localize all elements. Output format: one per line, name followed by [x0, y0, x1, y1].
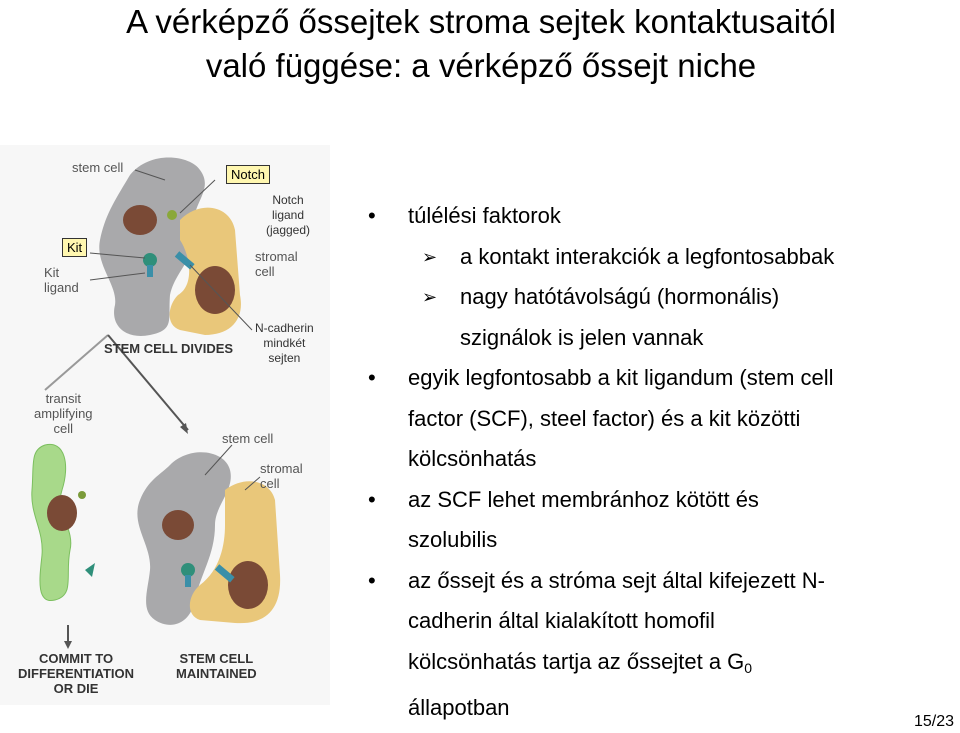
title-line-1: A vérképző őssejtek stroma sejtek kontaktusaitól [126, 3, 836, 40]
bullet-list [370, 196, 930, 729]
bullet-2-cont-2: kölcsönhatás [408, 446, 537, 471]
bullet-2-cont-1: factor (SCF), steel factor) és a kit közötti [408, 405, 801, 431]
transit-nucleus [47, 495, 77, 531]
label-maintained: STEM CELL MAINTAINED [176, 651, 257, 681]
label-notch-ligand: Notch ligand (jagged) [266, 193, 311, 237]
title-line-2: való függése: a vérképző őssejt niche [205, 47, 757, 84]
bullet-2: • egyik legfontosabb a kit ligandum (stem cell [370, 358, 930, 399]
label-stem-cell-bottom: stem cell [222, 431, 274, 446]
label-kit: Kit [62, 238, 87, 257]
g0-subscript: 0 [744, 659, 753, 676]
bullet-4-cont-3: állapotban [408, 695, 510, 720]
bullet-4: • az őssejt és a stróma sejt által kifejezett N- [370, 561, 930, 602]
bullet-4-cont-2 [370, 642, 930, 689]
notch-top [167, 210, 177, 220]
bullet-1: • túlélési faktorok [370, 196, 930, 237]
label-commit: COMMIT TO DIFFERENTIATION OR DIE [18, 651, 135, 696]
stem-nucleus-top [123, 205, 157, 235]
label-stromal-cell-top: stromal cell [255, 249, 298, 279]
bullet-3: • az SCF lehet membránhoz kötött és [370, 480, 930, 521]
bullet-1-sub-1: ➢ a kontakt interakciók a legfontosabbak [370, 237, 930, 278]
slide-title [6, 0, 956, 88]
label-stem-cell-divides: STEM CELL DIVIDES [104, 341, 234, 356]
label-stem-cell-top: stem cell [72, 160, 124, 175]
kit-receptor-bottom [181, 563, 195, 577]
label-notch: Notch [226, 165, 270, 184]
stromal-nucleus-top [195, 266, 235, 314]
label-n-cadherin: N-cadherin mindkét sejten [255, 321, 314, 365]
bullet-3-cont: szolubilis [408, 527, 498, 552]
label-transit-amplifying: transit amplifying cell [34, 391, 93, 436]
stromal-nucleus-bottom [228, 561, 268, 609]
page-number: 15/23 [913, 713, 954, 730]
bullet-4-cont-1: cadherin által kialakított homofil [408, 608, 715, 633]
bullet-1-sub-2: ➢ nagy hatótávolságú (hormonális) [370, 277, 930, 318]
stem-cell-niche-figure [0, 145, 340, 705]
bullet-1-sub-2-cont: szignálok is jelen vannak [460, 324, 704, 350]
stem-nucleus-bottom [162, 510, 194, 540]
kit-receptor-top [143, 253, 157, 267]
label-kit-ligand: Kit ligand [44, 265, 79, 295]
bullet-4-cont-2-text: kölcsönhatás tartja az őssejtet a G [408, 648, 745, 674]
label-stromal-cell-bottom: stromal cell [260, 461, 303, 491]
